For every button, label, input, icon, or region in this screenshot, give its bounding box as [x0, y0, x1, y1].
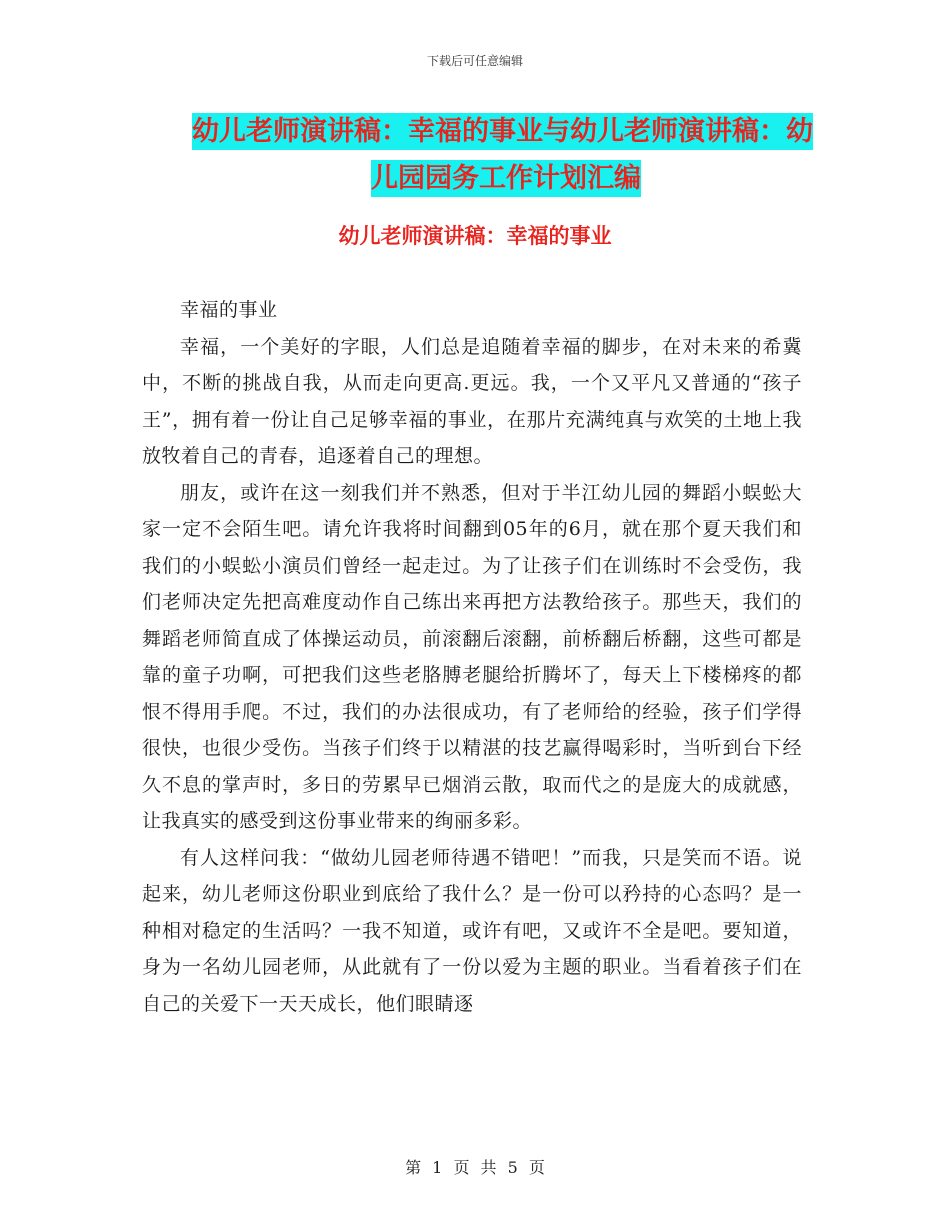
- page-number-footer: 第 1 页 共 5 页: [405, 1158, 545, 1177]
- document-title-line-2: 儿园园务工作计划汇编: [371, 160, 641, 197]
- paragraph: 有人这样问我：“做幼儿园老师待遇不错吧！”而我，只是笑而不语。说起来，幼儿老师这份职业到底给了我什么？是一份可以矜持的心态吗？是一种相对稳定的生活吗？一我不知道，或许有吧，又或许不全是吧。要知道，身为一名幼儿园老师，从此就有了一份以爱为主题的职业。当看着孩子们在自己的关爱下一天天成长，他们眼睛逐: [142, 846, 802, 1015]
- paragraph: 幸福的事业: [180, 299, 278, 321]
- paragraph: 幸福，一个美好的字眼，人们总是追随着幸福的脚步，在对未来的希冀中，不断的挑战自我，从而走向更高.更远。我，一个又平凡又普通的“孩子王”，拥有着一份让自己足够幸福的事业，在那片充满纯真与欢笑的土地上我放牧着自己的青春，追逐着自己的理想。: [142, 335, 802, 467]
- section-heading: 幼儿老师演讲稿：幸福的事业: [338, 224, 612, 248]
- document-title: [140, 108, 820, 202]
- document-title-line-1: 幼儿老师演讲稿：幸福的事业与幼儿老师演讲稿：幼: [192, 113, 813, 150]
- paragraph: 朋友，或许在这一刻我们并不熟悉，但对于半江幼儿园的舞蹈小蜈蚣大家一定不会陌生吧。请允许我将时间翻到05年的6月，就在那个夏天我们和我们的小蜈蚣小演员们曾经一起走过。为了让孩子们在训练时不会受伤，我们老师决定先把高难度动作自己练出来再把方法教给孩子。那些天，我们的舞蹈老师简直成了体操运动员，前滚翻后滚翻，前桥翻后桥翻，这些可都是靠的童子功啊，可把我们这些老胳膊老腿给折腾坏了，每天上下楼梯疼的都恨不得用手爬。不过，我们的办法很成功，有了老师给的经验，孩子们学得很快，也很少受伤。当孩子们终于以精湛的技艺赢得喝彩时，当听到台下经久不息的掌声时，多日的劳累早已烟消云散，取而代之的是庞大的成就感，让我真实的感受到这份事业带来的绚丽多彩。: [142, 481, 802, 832]
- header-note: 下载后可任意编辑: [426, 54, 523, 68]
- body-text: [142, 292, 802, 1022]
